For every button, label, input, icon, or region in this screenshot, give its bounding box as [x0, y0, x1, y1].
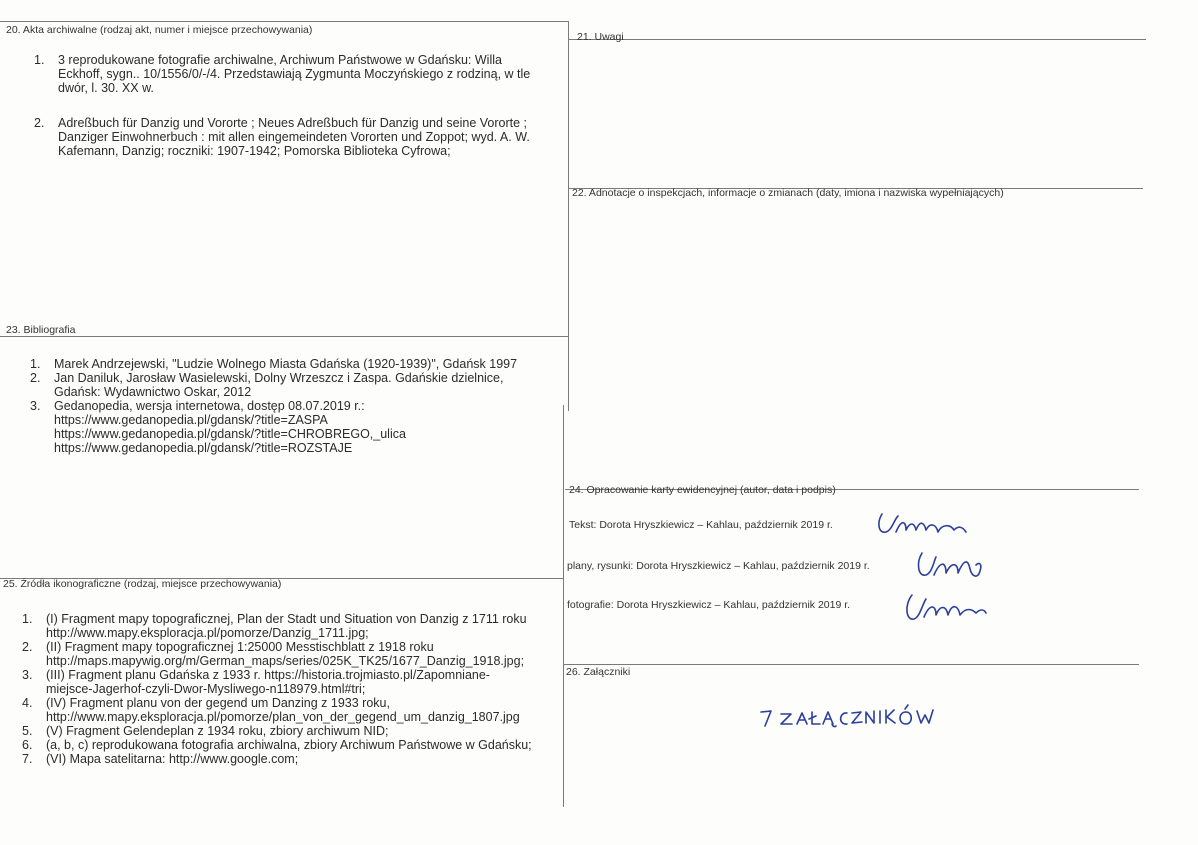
- list-item-line: Jan Daniluk, Jarosław Wasielewski, Dolny Wrzeszcz i Zaspa. Gdańskie dzielnice,: [54, 371, 504, 385]
- column-divider-lower: [563, 405, 564, 807]
- list-item-number: 1.: [34, 53, 45, 67]
- list-item-line: Marek Andrzejewski, "Ludzie Wolnego Miasta Gdańska (1920-1939)", Gdańsk 1997: [54, 357, 518, 371]
- top-rule: [0, 21, 568, 22]
- list-item-line: (V) Fragment Gelendeplan z 1934 roku, zbiory archiwum NID;: [46, 724, 389, 738]
- list-item-line: http://www.mapy.eksploracja.pl/pomorze/Danzig_1711.jpg;: [46, 626, 369, 640]
- author-row-text: Tekst: Dorota Hryszkiewicz – Kahlau, październik 2019 r.: [569, 519, 833, 531]
- signature-3: [900, 591, 990, 625]
- list-item: [22, 640, 562, 668]
- list-item-line: Danziger Einwohnerbuch : mit allen eingemeindeten Vororten und Zoppot; wyd. A. W.: [58, 130, 530, 144]
- list-item-line: (III) Fragment planu Gdańska z 1933 r. https://historia.trojmiasto.pl/Zapomniane-: [46, 668, 490, 682]
- list-item: [22, 752, 562, 766]
- list-item-number: 1.: [30, 357, 41, 371]
- list-item-line: dwór, l. 30. XX w.: [58, 81, 154, 95]
- list-item-line: miejsce-Jagerhof-czyli-Dwor-Mysliwego-n118979.html#tri;: [46, 682, 366, 696]
- list-item: [22, 612, 562, 640]
- list-item-number: 7.: [22, 752, 33, 766]
- signature-1: [872, 508, 972, 540]
- list-item-line: https://www.gedanopedia.pl/gdansk/?title=ZASPA: [54, 413, 328, 427]
- list-item-line: http://www.mapy.eksploracja.pl/pomorze/plan_von_der_gegend_um_danzig_1807.jpg: [46, 710, 520, 724]
- list-item-line: Adreßbuch für Danzig und Vororte ; Neues Adreßbuch für Danzig und seine Vororte ;: [58, 116, 528, 130]
- list-item: [30, 371, 560, 399]
- list-item: [30, 399, 560, 455]
- list-item: [34, 53, 564, 95]
- list-item-number: 4.: [22, 696, 33, 710]
- author-row-plans: plany, rysunki: Dorota Hryszkiewicz – Kahlau, październik 2019 r.: [567, 560, 870, 572]
- rule-21: [568, 39, 1146, 40]
- rule-23: [0, 336, 568, 337]
- signature-2: [912, 549, 992, 585]
- list-item-number: 2.: [22, 640, 33, 654]
- list-item-line: https://www.gedanopedia.pl/gdansk/?title=ROZSTAJE: [54, 441, 353, 455]
- section-23-title: 23. Bibliografia: [6, 324, 76, 336]
- list-item-line: https://www.gedanopedia.pl/gdansk/?title=CHROBREGO,_ulica: [54, 427, 406, 441]
- list-item-number: 6.: [22, 738, 33, 752]
- list-item-line: (II) Fragment mapy topograficznej 1:25000 Messtischblatt z 1918 roku: [46, 640, 434, 654]
- list-item-number: 3.: [22, 668, 33, 682]
- list-item-number: 3.: [30, 399, 41, 413]
- section-20-list: [34, 53, 564, 179]
- list-item-line: (a, b, c) reprodukowana fotografia archiwalna, zbiory Archiwum Państwowe w Gdańsku;: [46, 738, 532, 752]
- list-item: [34, 116, 564, 158]
- list-item: [30, 357, 560, 371]
- rule-26: [563, 664, 1139, 665]
- section-21-title: 21. Uwagi: [577, 31, 624, 43]
- section-25-title: 25. Źródła ikonograficzne (rodzaj, miejsce przechowywania): [3, 578, 282, 590]
- list-item-line: (VI) Mapa satelitarna: http://www.google.com;: [46, 752, 299, 766]
- list-item-line: Gdańsk: Wydawnictwo Oskar, 2012: [54, 385, 252, 399]
- list-item-number: 1.: [22, 612, 33, 626]
- list-item-number: 2.: [30, 371, 41, 385]
- list-item-number: 5.: [22, 724, 33, 738]
- list-item-line: Eckhoff, sygn.. 10/1556/0/-/4. Przedstawiają Zygmunta Moczyńskiego z rodziną, w tle: [58, 67, 531, 81]
- list-item-line: (IV) Fragment planu von der gegend um Danzing z 1933 roku,: [46, 696, 390, 710]
- list-item-line: http://maps.mapywig.org/m/German_maps/series/025K_TK25/1677_Danzig_1918.jpg;: [46, 654, 525, 668]
- list-item-line: 3 reprodukowane fotografie archiwalne, Archiwum Państwowe w Gdańsku: Willa: [58, 53, 502, 67]
- list-item-line: Gedanopedia, wersja internetowa, dostęp 08.07.2019 r.:: [54, 399, 365, 413]
- section-22-title: 22. Adnotacje o inspekcjach, informacje o zmianach (daty, imiona i nazwiska wypełniających): [572, 187, 1004, 199]
- list-item-line: (I) Fragment mapy topograficznej, Plan der Stadt und Situation von Danzig z 1711 roku: [46, 612, 527, 626]
- list-item: [22, 696, 562, 724]
- section-25-list: [22, 612, 562, 766]
- section-20-title: 20. Akta archiwalne (rodzaj akt, numer i miejsce przechowywania): [6, 24, 313, 36]
- list-item: [22, 738, 562, 752]
- section-23-list: [30, 357, 560, 455]
- section-24-title: 24. Opracowanie karty ewidencyjnej (autor, data i podpis): [569, 484, 836, 496]
- author-row-photos: fotografie: Dorota Hryszkiewicz – Kahlau, październik 2019 r.: [567, 599, 851, 611]
- list-item: [22, 668, 562, 696]
- attachments-handwritten-note: [755, 700, 955, 730]
- list-item: [22, 724, 562, 738]
- list-item-number: 2.: [34, 116, 45, 130]
- section-26-title: 26. Załączniki: [566, 666, 631, 678]
- column-divider: [568, 21, 569, 411]
- list-item-line: Kafemann, Danzig; roczniki: 1907-1942; Pomorska Biblioteka Cyfrowa;: [58, 144, 451, 158]
